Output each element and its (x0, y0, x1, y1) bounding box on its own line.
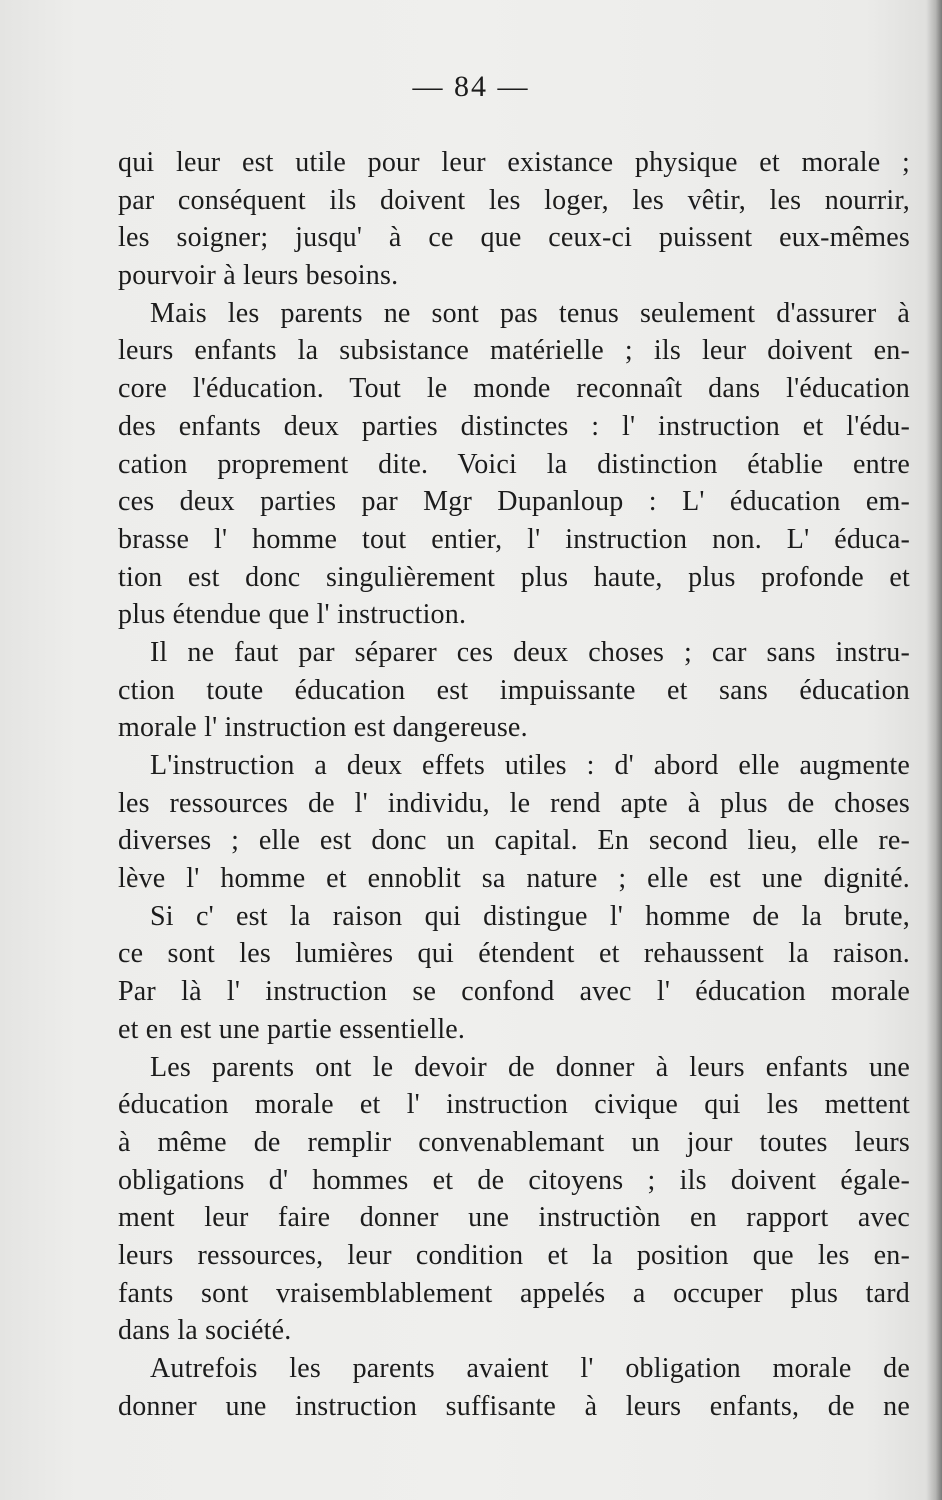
text-line: Mais les parents ne sont pas tenus seulement d'assurer à (150, 297, 910, 329)
text-line: ction toute éducation est impuissante et sans éducation (118, 674, 910, 706)
text-line: Autrefois les parents avaient l' obligation morale de (150, 1353, 910, 1384)
text-line: obligations d' hommes et de citoyens ; ils doivent égale- (118, 1164, 910, 1196)
text-line: donner une instruction suffisante à leurs enfants, de ne (118, 1390, 910, 1422)
page-number: — 84 — (412, 70, 530, 103)
text-line: à même de remplir convenablemant un jour toutes leurs (118, 1126, 910, 1158)
text-line: pourvoir à leurs besoins. (118, 260, 399, 292)
text-line: leurs ressources, leur condition et la position que les en- (118, 1239, 910, 1271)
text-line: ment leur faire donner une instructiòn en rapport avec (118, 1202, 910, 1234)
text-line: lève l' homme et ennoblit sa nature ; elle est une dignité. (118, 863, 910, 895)
text-line: Si c' est la raison qui distingue l' homme de la brute, (150, 900, 910, 932)
text-line: et en est une partie essentielle. (118, 1013, 466, 1045)
text-line: ce sont les lumières qui étendent et rehaussent la raison. (118, 938, 910, 970)
text-line: tion est donc singulièrement plus haute, plus profonde et (118, 561, 910, 593)
text-line: leurs enfants la subsistance matérielle ; ils leur doivent en- (118, 335, 910, 367)
text-line: cation proprement dite. Voici la distinction établie entre (118, 448, 910, 480)
text-line: diverses ; elle est donc un capital. En second lieu, elle re- (118, 825, 910, 857)
text-line: éducation morale et l' instruction civique qui les mettent (118, 1089, 910, 1121)
text-line: Les parents ont le devoir de donner à leurs enfants une (150, 1051, 910, 1083)
text-line: brasse l' homme tout entier, l' instruction non. L' éduca- (118, 523, 910, 555)
text-line: ces deux parties par Mgr Dupanloup : L' éducation em- (118, 486, 910, 518)
text-line: par conséquent ils doivent les loger, les vêtir, les nourrir, (118, 184, 910, 216)
text-line: plus étendue que l' instruction. (118, 599, 467, 631)
text-line: Par là l' instruction se confond avec l' éducation morale (118, 976, 910, 1008)
page-edge-shadow (926, 0, 942, 1500)
text-line: morale l' instruction est dangereuse. (118, 712, 528, 744)
body-text (118, 144, 910, 1425)
text-line: les ressources de l' individu, le rend apte à plus de choses (118, 787, 910, 819)
text-line: L'instruction a deux effets utiles : d' abord elle augmente (150, 750, 910, 781)
text-line: dans la société. (118, 1315, 292, 1347)
text-line: des enfants deux parties distinctes : l' instruction et l'édu- (118, 410, 910, 442)
text-line: les soigner; jusqu' à ce que ceux-ci puissent eux-mêmes (118, 222, 910, 254)
text-line: fants sont vraisemblablement appelés a occuper plus tard (118, 1277, 910, 1309)
text-line: Il ne faut par séparer ces deux choses ; car sans instru- (150, 636, 910, 668)
text-line: qui leur est utile pour leur existance physique et morale ; (118, 147, 910, 178)
text-line: core l'éducation. Tout le monde reconnaît dans l'éducation (118, 373, 910, 405)
